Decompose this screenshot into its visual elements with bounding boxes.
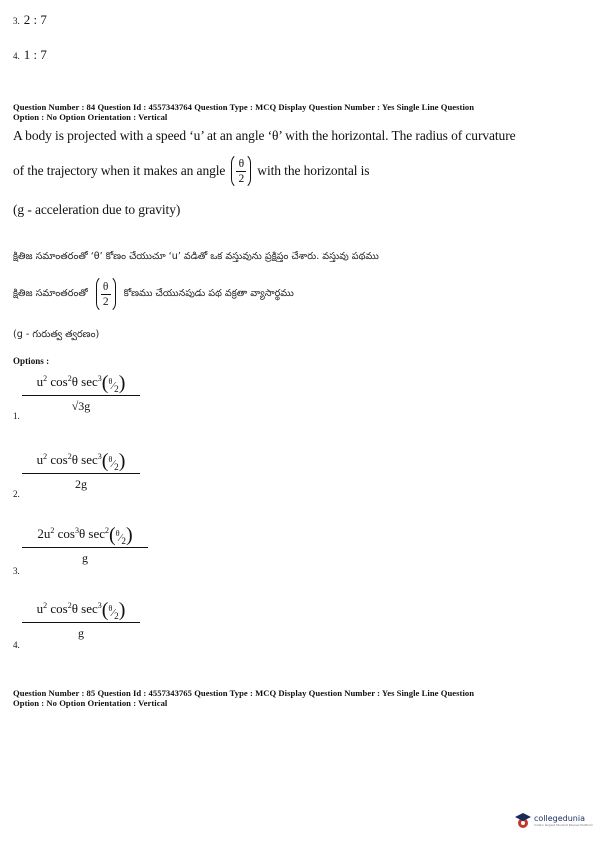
option-fraction-bar (22, 547, 148, 548)
option-numerator: $u^2$ $\cos^2\theta$ $\sec^3(^\theta⁄_2)$ (36, 450, 126, 473)
question-text-line2: of the trajectory when it makes an angle $\frac{\theta}{2}$ with the horizontal is (13, 153, 369, 189)
option-fraction-bar (22, 622, 140, 623)
question-text-line1: A body is projected with a speed ‘u’ at an angle ‘θ’ with the horizontal. The radius of curvature (13, 128, 516, 143)
option-number: 1. (13, 411, 20, 421)
option-number: 2. (13, 489, 20, 499)
question-meta (13, 102, 588, 122)
option-4[interactable] (22, 599, 140, 641)
option-denominator: √3g (71, 399, 91, 413)
option-denominator: g (82, 551, 88, 565)
option-numerator: $u^2$ $\cos^2\theta$ $\sec^3(^\theta⁄_2)$ (36, 372, 126, 395)
option-2[interactable] (22, 450, 140, 492)
previous-option-4: 4. 1 : 7 (13, 47, 47, 62)
telugu-text-line1: క్షితిజ సమాంతరంతో ‘θ’ కోణం చేయుచూ ‘u’ వడితో ఒక వస్తువును ప్రక్షిప్తం చేశారు. వస్తువు పథము (13, 251, 379, 262)
option-numerator: $2u^2$ $\cos^3\theta$ $\sec^2(^\theta⁄_2)$ (37, 524, 133, 547)
theta-half-fraction: $\frac{\theta}{2}$ (231, 153, 251, 189)
graduate-icon (514, 812, 532, 830)
collegedunia-logo (514, 812, 593, 830)
options-label: Options : (13, 356, 50, 366)
option-fraction-bar (22, 395, 140, 396)
option-number: 4. (13, 640, 20, 650)
option-denominator: g (78, 626, 84, 640)
next-question-meta-line1: Question Number : 85 Question Id : 4557343765 Question Type : MCQ Display Question Number : Yes Single Line Question (13, 688, 475, 698)
option-denominator: 2g (75, 477, 87, 491)
option-fraction-bar (22, 473, 140, 474)
question-meta-line1: Question Number : 84 Question Id : 4557343764 Question Type : MCQ Display Question Number : Yes Single Line Question (13, 102, 475, 112)
next-question-meta (13, 688, 588, 708)
question-text-line3: (g - acceleration due to gravity) (13, 202, 181, 217)
option-3[interactable] (22, 524, 148, 566)
next-question-meta-line2: Option : No Option Orientation : Vertical (13, 698, 168, 708)
option-1[interactable] (22, 372, 140, 414)
previous-option-3: 3. 2 : 7 (13, 12, 47, 27)
brand-tagline: India's largest Student Review Platform (534, 823, 594, 827)
telugu-theta-half-fraction: $\frac{\theta}{2}$ (96, 275, 116, 313)
option-numerator: $u^2$ $\cos^2\theta$ $\sec^3(^\theta⁄_2)$ (36, 599, 126, 622)
brand-name: collegedunia (534, 814, 586, 823)
telugu-text-line2: క్షితిజ సమాంతరంతో $\frac{\theta}{2}$ కోణము చేయునపుడు పథ వక్రతా వ్యాసార్థము (13, 275, 294, 313)
question-meta-line2: Option : No Option Orientation : Vertical (13, 112, 168, 122)
option-number: 3. (13, 566, 20, 576)
telugu-text-line3: (g - గురుత్వ త్వరణం) (13, 329, 100, 340)
